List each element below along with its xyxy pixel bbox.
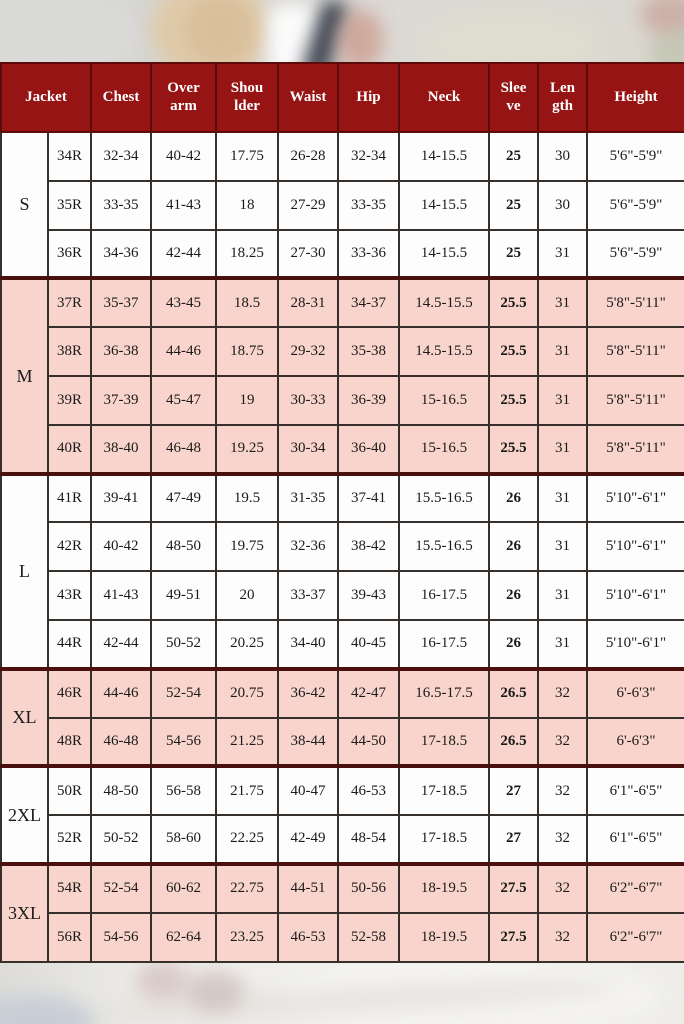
size-group-label: 2XL bbox=[1, 766, 48, 864]
table-row bbox=[1, 620, 684, 669]
measurement-cell: 5'8"-5'11" bbox=[587, 376, 684, 425]
measurement-cell: 48-50 bbox=[151, 522, 216, 571]
measurement-cell: 50-52 bbox=[91, 815, 151, 864]
measurement-cell: 36-38 bbox=[91, 327, 151, 376]
measurement-cell: 46-53 bbox=[338, 766, 399, 815]
jacket-size-cell: 36R bbox=[48, 230, 91, 279]
header-length: Len gth bbox=[538, 63, 587, 132]
measurement-cell: 36-39 bbox=[338, 376, 399, 425]
table-row bbox=[1, 474, 684, 523]
measurement-cell: 5'6"-5'9" bbox=[587, 181, 684, 230]
measurement-cell: 17.75 bbox=[216, 132, 278, 181]
measurement-cell: 19.25 bbox=[216, 425, 278, 474]
measurement-cell: 29-32 bbox=[278, 327, 338, 376]
measurement-cell: 39-41 bbox=[91, 474, 151, 523]
measurement-cell: 52-54 bbox=[151, 669, 216, 718]
measurement-cell: 46-48 bbox=[91, 718, 151, 767]
measurement-cell: 33-36 bbox=[338, 230, 399, 279]
measurement-cell: 6'2"-6'7" bbox=[587, 864, 684, 913]
measurement-cell: 16-17.5 bbox=[399, 571, 489, 620]
jacket-size-cell: 41R bbox=[48, 474, 91, 523]
measurement-cell: 18-19.5 bbox=[399, 913, 489, 962]
measurement-cell: 30 bbox=[538, 181, 587, 230]
measurement-cell: 25.5 bbox=[489, 376, 538, 425]
measurement-cell: 16-17.5 bbox=[399, 620, 489, 669]
measurement-cell: 32 bbox=[538, 864, 587, 913]
measurement-cell: 56-58 bbox=[151, 766, 216, 815]
measurement-cell: 5'8"-5'11" bbox=[587, 327, 684, 376]
jacket-size-cell: 42R bbox=[48, 522, 91, 571]
measurement-cell: 31 bbox=[538, 522, 587, 571]
measurement-cell: 44-46 bbox=[91, 669, 151, 718]
measurement-cell: 14-15.5 bbox=[399, 181, 489, 230]
boutonniere-blur bbox=[185, 971, 245, 1013]
measurement-cell: 52-54 bbox=[91, 864, 151, 913]
measurement-cell: 26.5 bbox=[489, 718, 538, 767]
measurement-cell: 36-42 bbox=[278, 669, 338, 718]
measurement-cell: 21.25 bbox=[216, 718, 278, 767]
table-header bbox=[1, 63, 684, 132]
size-group-label: S bbox=[1, 132, 48, 278]
jacket-size-cell: 38R bbox=[48, 327, 91, 376]
measurement-cell: 42-47 bbox=[338, 669, 399, 718]
jacket-size-cell: 50R bbox=[48, 766, 91, 815]
measurement-cell: 5'10"-6'1" bbox=[587, 620, 684, 669]
measurement-cell: 31-35 bbox=[278, 474, 338, 523]
measurement-cell: 25.5 bbox=[489, 425, 538, 474]
measurement-cell: 5'10"-6'1" bbox=[587, 474, 684, 523]
jacket-size-cell: 43R bbox=[48, 571, 91, 620]
table-row bbox=[1, 669, 684, 718]
skin-blur bbox=[338, 10, 383, 62]
measurement-cell: 6'-6'3" bbox=[587, 718, 684, 767]
measurement-cell: 40-42 bbox=[151, 132, 216, 181]
table-row bbox=[1, 278, 684, 327]
measurement-cell: 32 bbox=[538, 718, 587, 767]
measurement-cell: 62-64 bbox=[151, 913, 216, 962]
measurement-cell: 32-36 bbox=[278, 522, 338, 571]
header-chest: Chest bbox=[91, 63, 151, 132]
measurement-cell: 26.5 bbox=[489, 669, 538, 718]
measurement-cell: 17-18.5 bbox=[399, 718, 489, 767]
background-photo-top bbox=[0, 0, 684, 62]
measurement-cell: 31 bbox=[538, 327, 587, 376]
measurement-cell: 6'-6'3" bbox=[587, 669, 684, 718]
measurement-cell: 42-44 bbox=[91, 620, 151, 669]
header-overarm: Over arm bbox=[151, 63, 216, 132]
table-row bbox=[1, 718, 684, 767]
measurement-cell: 35-37 bbox=[91, 278, 151, 327]
header-neck: Neck bbox=[399, 63, 489, 132]
measurement-cell: 37-39 bbox=[91, 376, 151, 425]
table-row bbox=[1, 230, 684, 279]
measurement-cell: 46-48 bbox=[151, 425, 216, 474]
measurement-cell: 48-54 bbox=[338, 815, 399, 864]
measurement-cell: 34-37 bbox=[338, 278, 399, 327]
size-group-label: XL bbox=[1, 669, 48, 767]
measurement-cell: 47-49 bbox=[151, 474, 216, 523]
table-row bbox=[1, 571, 684, 620]
measurement-cell: 22.75 bbox=[216, 864, 278, 913]
measurement-cell: 26-28 bbox=[278, 132, 338, 181]
measurement-cell: 26 bbox=[489, 474, 538, 523]
measurement-cell: 5'6"-5'9" bbox=[587, 132, 684, 181]
header-hip: Hip bbox=[338, 63, 399, 132]
measurement-cell: 44-46 bbox=[151, 327, 216, 376]
measurement-cell: 33-35 bbox=[338, 181, 399, 230]
measurement-cell: 36-40 bbox=[338, 425, 399, 474]
measurement-cell: 19 bbox=[216, 376, 278, 425]
measurement-cell: 18.5 bbox=[216, 278, 278, 327]
measurement-cell: 31 bbox=[538, 620, 587, 669]
measurement-cell: 39-43 bbox=[338, 571, 399, 620]
measurement-cell: 5'8"-5'11" bbox=[587, 425, 684, 474]
jacket-size-cell: 54R bbox=[48, 864, 91, 913]
beard-blur bbox=[185, 0, 255, 62]
header-waist: Waist bbox=[278, 63, 338, 132]
measurement-cell: 26 bbox=[489, 620, 538, 669]
size-table-body bbox=[1, 132, 684, 962]
measurement-cell: 44-50 bbox=[338, 718, 399, 767]
measurement-cell: 31 bbox=[538, 376, 587, 425]
measurement-cell: 18 bbox=[216, 181, 278, 230]
jacket-size-cell: 37R bbox=[48, 278, 91, 327]
measurement-cell: 15-16.5 bbox=[399, 425, 489, 474]
jacket-size-cell: 48R bbox=[48, 718, 91, 767]
photo-blur-background bbox=[0, 994, 95, 1024]
measurement-cell: 18.25 bbox=[216, 230, 278, 279]
measurement-cell: 54-56 bbox=[91, 913, 151, 962]
jacket-size-cell: 56R bbox=[48, 913, 91, 962]
measurement-cell: 18-19.5 bbox=[399, 864, 489, 913]
measurement-cell: 42-49 bbox=[278, 815, 338, 864]
table-row bbox=[1, 425, 684, 474]
measurement-cell: 41-43 bbox=[151, 181, 216, 230]
photo-blur-background bbox=[648, 30, 684, 62]
table-row bbox=[1, 132, 684, 181]
measurement-cell: 17-18.5 bbox=[399, 815, 489, 864]
jacket-size-cell: 35R bbox=[48, 181, 91, 230]
jacket-size-cell: 39R bbox=[48, 376, 91, 425]
measurement-cell: 14-15.5 bbox=[399, 132, 489, 181]
measurement-cell: 19.75 bbox=[216, 522, 278, 571]
measurement-cell: 25 bbox=[489, 132, 538, 181]
measurement-cell: 31 bbox=[538, 278, 587, 327]
jacket-size-cell: 52R bbox=[48, 815, 91, 864]
measurement-cell: 27-29 bbox=[278, 181, 338, 230]
measurement-cell: 5'10"-6'1" bbox=[587, 571, 684, 620]
measurement-cell: 15-16.5 bbox=[399, 376, 489, 425]
photo-blur-background bbox=[420, 8, 600, 62]
header-sleeve: Slee ve bbox=[489, 63, 538, 132]
measurement-cell: 40-47 bbox=[278, 766, 338, 815]
size-group-label: M bbox=[1, 278, 48, 473]
size-group-label: 3XL bbox=[1, 864, 48, 962]
measurement-cell: 20.75 bbox=[216, 669, 278, 718]
jacket-size-cell: 46R bbox=[48, 669, 91, 718]
measurement-cell: 27 bbox=[489, 766, 538, 815]
measurement-cell: 14.5-15.5 bbox=[399, 278, 489, 327]
measurement-cell: 34-36 bbox=[91, 230, 151, 279]
measurement-cell: 31 bbox=[538, 474, 587, 523]
measurement-cell: 27-30 bbox=[278, 230, 338, 279]
table-row bbox=[1, 864, 684, 913]
measurement-cell: 27.5 bbox=[489, 913, 538, 962]
measurement-cell: 27 bbox=[489, 815, 538, 864]
measurement-cell: 22.25 bbox=[216, 815, 278, 864]
measurement-cell: 25.5 bbox=[489, 278, 538, 327]
measurement-cell: 20.25 bbox=[216, 620, 278, 669]
measurement-cell: 5'10"-6'1" bbox=[587, 522, 684, 571]
measurement-cell: 34-40 bbox=[278, 620, 338, 669]
table-row bbox=[1, 181, 684, 230]
measurement-cell: 28-31 bbox=[278, 278, 338, 327]
measurement-cell: 26 bbox=[489, 571, 538, 620]
header-height: Height bbox=[587, 63, 684, 132]
measurement-cell: 33-37 bbox=[278, 571, 338, 620]
measurement-cell: 5'8"-5'11" bbox=[587, 278, 684, 327]
measurement-cell: 38-40 bbox=[91, 425, 151, 474]
measurement-cell: 14.5-15.5 bbox=[399, 327, 489, 376]
measurement-cell: 31 bbox=[538, 425, 587, 474]
measurement-cell: 45-47 bbox=[151, 376, 216, 425]
boutonniere-blur bbox=[135, 961, 190, 1001]
measurement-cell: 25 bbox=[489, 230, 538, 279]
measurement-cell: 43-45 bbox=[151, 278, 216, 327]
table-row bbox=[1, 376, 684, 425]
measurement-cell: 42-44 bbox=[151, 230, 216, 279]
measurement-cell: 18.75 bbox=[216, 327, 278, 376]
jacket-size-cell: 44R bbox=[48, 620, 91, 669]
measurement-cell: 60-62 bbox=[151, 864, 216, 913]
measurement-cell: 25.5 bbox=[489, 327, 538, 376]
measurement-cell: 30 bbox=[538, 132, 587, 181]
measurement-cell: 31 bbox=[538, 230, 587, 279]
measurement-cell: 32 bbox=[538, 815, 587, 864]
measurement-cell: 33-35 bbox=[91, 181, 151, 230]
size-chart-table bbox=[0, 62, 684, 963]
measurement-cell: 6'1"-6'5" bbox=[587, 815, 684, 864]
measurement-cell: 15.5-16.5 bbox=[399, 522, 489, 571]
measurement-cell: 17-18.5 bbox=[399, 766, 489, 815]
measurement-cell: 46-53 bbox=[278, 913, 338, 962]
measurement-cell: 50-56 bbox=[338, 864, 399, 913]
header-jacket: Jacket bbox=[1, 63, 91, 132]
measurement-cell: 37-41 bbox=[338, 474, 399, 523]
measurement-cell: 6'1"-6'5" bbox=[587, 766, 684, 815]
measurement-cell: 41-43 bbox=[91, 571, 151, 620]
measurement-cell: 15.5-16.5 bbox=[399, 474, 489, 523]
header-shoulder: Shou lder bbox=[216, 63, 278, 132]
measurement-cell: 21.75 bbox=[216, 766, 278, 815]
measurement-cell: 40-42 bbox=[91, 522, 151, 571]
measurement-cell: 52-58 bbox=[338, 913, 399, 962]
measurement-cell: 32 bbox=[538, 669, 587, 718]
measurement-cell: 48-50 bbox=[91, 766, 151, 815]
measurement-cell: 38-42 bbox=[338, 522, 399, 571]
measurement-cell: 20 bbox=[216, 571, 278, 620]
jacket-size-cell: 40R bbox=[48, 425, 91, 474]
measurement-cell: 32-34 bbox=[91, 132, 151, 181]
measurement-cell: 32 bbox=[538, 913, 587, 962]
table-row bbox=[1, 913, 684, 962]
measurement-cell: 35-38 bbox=[338, 327, 399, 376]
measurement-cell: 27.5 bbox=[489, 864, 538, 913]
measurement-cell: 49-51 bbox=[151, 571, 216, 620]
measurement-cell: 38-44 bbox=[278, 718, 338, 767]
measurement-cell: 30-33 bbox=[278, 376, 338, 425]
measurement-cell: 32-34 bbox=[338, 132, 399, 181]
size-group-label: L bbox=[1, 474, 48, 669]
table-row bbox=[1, 766, 684, 815]
photo-blur-background bbox=[0, 0, 140, 62]
measurement-cell: 26 bbox=[489, 522, 538, 571]
measurement-cell: 14-15.5 bbox=[399, 230, 489, 279]
measurement-cell: 19.5 bbox=[216, 474, 278, 523]
measurement-cell: 44-51 bbox=[278, 864, 338, 913]
background-photo-bottom bbox=[0, 959, 684, 1024]
measurement-cell: 30-34 bbox=[278, 425, 338, 474]
measurement-cell: 32 bbox=[538, 766, 587, 815]
measurement-cell: 25 bbox=[489, 181, 538, 230]
measurement-cell: 6'2"-6'7" bbox=[587, 913, 684, 962]
measurement-cell: 54-56 bbox=[151, 718, 216, 767]
measurement-cell: 50-52 bbox=[151, 620, 216, 669]
measurement-cell: 23.25 bbox=[216, 913, 278, 962]
measurement-cell: 40-45 bbox=[338, 620, 399, 669]
measurement-cell: 5'6"-5'9" bbox=[587, 230, 684, 279]
jacket-size-cell: 34R bbox=[48, 132, 91, 181]
measurement-cell: 31 bbox=[538, 571, 587, 620]
measurement-cell: 58-60 bbox=[151, 815, 216, 864]
table-row bbox=[1, 327, 684, 376]
table-row bbox=[1, 815, 684, 864]
table-row bbox=[1, 522, 684, 571]
measurement-cell: 16.5-17.5 bbox=[399, 669, 489, 718]
